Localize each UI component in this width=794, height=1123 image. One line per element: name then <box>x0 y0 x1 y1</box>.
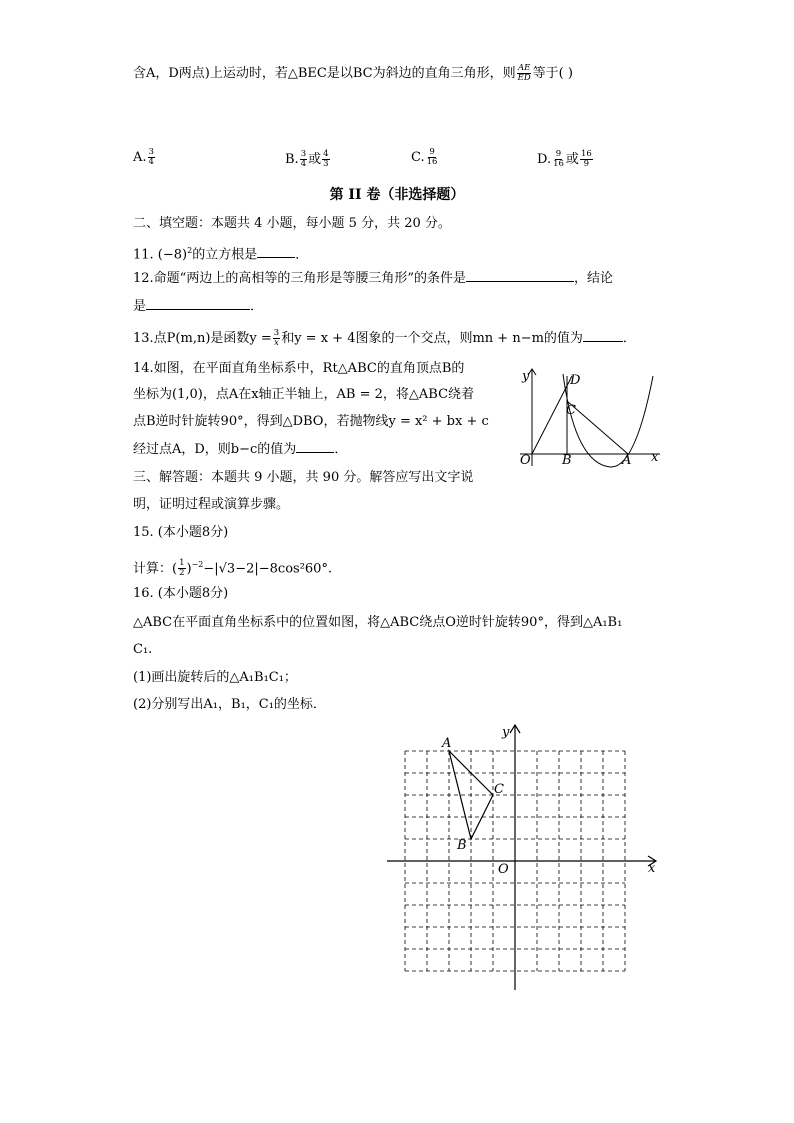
part3-header-line2: 明，证明过程或演算步骤。 <box>133 497 290 512</box>
q13-text2: 和y = x + 4图象的一个交点，则mn + n−m的值为 <box>281 331 583 346</box>
q12-line1 <box>133 269 613 288</box>
q14-line1: 14.如图，在平面直角坐标系中，Rt△ABC的直角顶点B的 <box>133 361 465 376</box>
q14-label-y: y <box>522 369 530 384</box>
q11-blank[interactable] <box>257 245 295 258</box>
option-d-num2: 16 <box>580 149 592 159</box>
q14-end: ． <box>334 442 348 457</box>
q15-expression <box>133 556 332 578</box>
q14-figure <box>515 368 665 468</box>
q13-frac-den: x <box>274 338 279 348</box>
option-d-label: D. <box>537 152 552 167</box>
q16-label-x: x <box>648 861 656 876</box>
q16-label-y: y <box>502 725 510 740</box>
option-b-den1: 4 <box>300 159 307 169</box>
q15-half-den: 2 <box>179 568 185 579</box>
q15-text2: ) <box>186 561 192 577</box>
q12-text: 12.命题“两边上的高相等的三角形是等腰三角形”的条件是 <box>133 271 466 286</box>
option-a-num: 3 <box>148 147 154 157</box>
q11-end: ． <box>295 247 309 263</box>
q13 <box>133 329 636 348</box>
option-a-den: 4 <box>148 157 154 167</box>
q15-half-num: 1 <box>179 558 185 569</box>
option-d-num1: 9 <box>555 149 562 159</box>
q16-label-C: C <box>494 782 504 797</box>
q12-line2-text: 是 <box>133 299 147 314</box>
q13-fraction <box>273 329 280 348</box>
q13-frac-num: 3 <box>273 328 280 338</box>
option-c <box>411 148 439 167</box>
q11-prefix: 11. (−8) <box>133 247 188 263</box>
q16-sub2: (2)分别写出A₁，B₁，C₁的坐标． <box>133 697 326 712</box>
q12-line1-end: ，结论 <box>573 271 613 286</box>
q16-label-B: B <box>457 838 467 853</box>
q16-title: 16. (本小题8分) <box>133 586 229 601</box>
q16-line1: △ABC在平面直角坐标系中的位置如图，将△ABC绕点O逆时针旋转90°，得到△A₁B₁ <box>133 615 623 630</box>
option-b-or: 或 <box>308 152 322 167</box>
option-b-num1: 3 <box>300 149 307 159</box>
q14-line4 <box>133 440 347 459</box>
q10-stem-end: 等于( ) <box>532 66 573 81</box>
option-c-value <box>426 148 439 167</box>
option-b <box>285 148 331 169</box>
q15-title: 15. (本小题8分) <box>133 525 229 540</box>
q16-label-O: O <box>498 862 509 877</box>
q11-exp: 2 <box>187 246 193 255</box>
q11 <box>133 242 308 264</box>
option-c-num: 9 <box>429 147 435 157</box>
option-b-den2: 3 <box>323 159 329 169</box>
q14-blank[interactable] <box>296 440 334 453</box>
q14-label-x: x <box>651 450 659 465</box>
q14-line4-text: 经过点A，D，则b−c的值为 <box>133 442 297 457</box>
option-d <box>537 148 594 169</box>
q14-label-O: O <box>520 453 531 468</box>
q12-line2 <box>133 297 263 316</box>
q11-suffix: 的立方根是 <box>192 247 258 263</box>
q15-half <box>178 559 185 578</box>
q14-label-D: D <box>570 373 581 388</box>
q14-label-C: C <box>566 403 576 418</box>
option-d-den2: 9 <box>583 159 590 169</box>
q10-fraction <box>517 64 532 83</box>
q15-text1: 计算：( <box>133 561 178 577</box>
q12-condition-blank[interactable] <box>466 269 574 282</box>
q16-grid-figure <box>385 722 675 992</box>
option-a-label: A. <box>133 150 147 165</box>
q15-exp: −2 <box>191 560 204 569</box>
option-c-den: 16 <box>426 157 438 167</box>
option-a <box>133 148 156 167</box>
q16-label-A: A <box>442 736 452 751</box>
q16-sub1: (1)画出旋转后的△A₁B₁C₁； <box>133 670 297 685</box>
q14-label-B: B <box>562 453 572 468</box>
q12-conclusion-blank[interactable] <box>146 297 250 310</box>
option-b-value2 <box>322 150 329 169</box>
part2-header: 二、填空题：本题共 4 小题，每小题 5 分，共 20 分。 <box>133 216 451 231</box>
q12-line2-end: ． <box>250 299 264 314</box>
q10-frac-num: AE <box>517 63 531 73</box>
q14-label-A: A <box>622 453 632 468</box>
q15-text3: −|√3−2|−8cos²60°. <box>203 561 333 577</box>
option-d-or: 或 <box>565 152 579 167</box>
q14-line2: 坐标为(1,0)，点A在x轴正半轴上，AB = 2，将△ABC绕着 <box>133 387 475 402</box>
option-b-label: B. <box>285 152 299 167</box>
option-d-den1: 16 <box>553 159 564 169</box>
q14-line-CA <box>567 401 628 454</box>
q13-text1: 13.点P(m,n)是函数y = <box>133 331 272 346</box>
q10-stem-text: 含A，D两点)上运动时，若△BEC是以BC为斜边的直角三角形，则 <box>133 66 516 81</box>
q13-blank[interactable] <box>583 329 623 342</box>
q14-line3: 点B逆时针旋转90°，得到△DBO，若抛物线y = x² + bx + c <box>133 414 489 429</box>
option-b-value1 <box>300 150 307 169</box>
part3-header-line1: 三、解答题：本题共 9 小题，共 90 分。解答应写出文字说 <box>133 470 474 485</box>
option-c-label: C. <box>411 150 425 165</box>
q16-line2: C₁. <box>133 642 153 657</box>
option-b-num2: 4 <box>323 149 329 159</box>
q10-stem <box>133 64 573 83</box>
section2-title: 第 II 卷（非选择题） <box>329 187 465 203</box>
q10-frac-den: ED <box>517 73 531 83</box>
option-a-value <box>148 148 155 167</box>
option-d-value2 <box>580 150 593 169</box>
q13-end: ． <box>622 331 636 346</box>
option-d-value1 <box>552 150 565 169</box>
